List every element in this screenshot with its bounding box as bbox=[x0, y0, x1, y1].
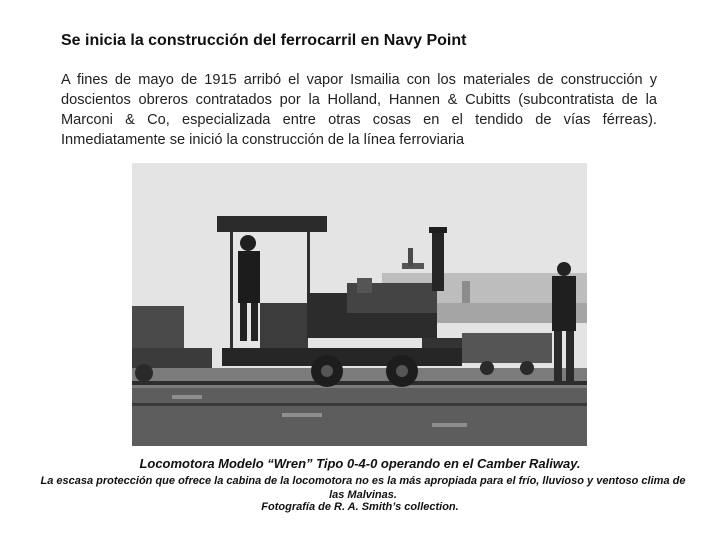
body-paragraph: A fines de mayo de 1915 arribó el vapor Ismailia con los materiales de construcción y doscientos obreros contratados por la Holland, Hannen & Cubitts (subcontratista de la Marconi & Co, especializada entre otras cosas en el tendido de vías férreas). Inmediatamente se inició la construcción de la línea ferroviaria bbox=[61, 72, 657, 148]
slide-title: Se inicia la construcción del ferrocarril en Navy Point bbox=[61, 32, 467, 49]
photo-caption-note: La escasa protección que ofrece la cabina de la locomotora no es la más apropiada para el frío, lluvioso y ventoso clima de las Malvinas. bbox=[40, 475, 686, 501]
photo-credit: Fotografía de R. A. Smith’s collection. bbox=[261, 501, 459, 513]
photo-caption-title: Locomotora Modelo “Wren” Tipo 0-4-0 operando en el Camber Raliway. bbox=[139, 456, 581, 471]
locomotive-photo bbox=[132, 163, 587, 446]
